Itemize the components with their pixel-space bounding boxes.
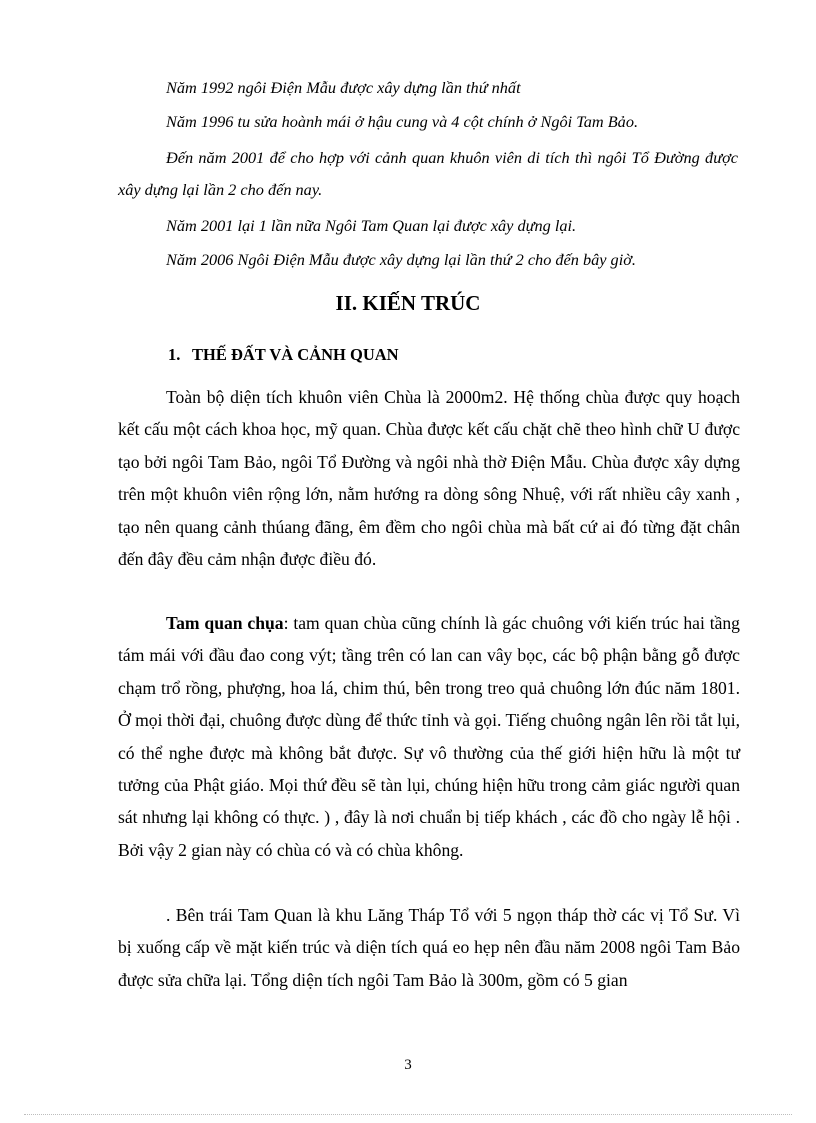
tam-quan-text: : tam quan chùa cũng chính là gác chuông với kiến trúc hai tầng tám mái với đầu đao cong výt; tầng trên có lan can vây bọc, các bộ phận bằng gỗ được chạm trổ rồng, phượng, hoa lá, chim thú, bên trong treo quả chuông lớn đúc năm 1801. Ở mọi thời đại, chuông được dùng để thức tỉnh và gọi. Tiếng chuông ngân lên rồi tắt lụi, có thể nghe được mà không bắt được. Sự vô thường của thế giới hiện hữu là một tư tưởng của Phật giáo. Mọi thứ đều sẽ tàn lụi, chúng hiện hữu trong cảm giác người quan sát nhưng lại không có thực. ) , đây là nơi chuẩn bị tiếp khách , các đồ cho ngày lễ hội . Bởi vậy 2 gian này có chùa có và có chùa không. xyxy=(118,613,740,860)
history-line-1996: Năm 1996 tu sửa hoành mái ở hậu cung và 4 cột chính ở Ngôi Tam Bảo. xyxy=(166,112,639,131)
history-line-2001-tam-quan: Năm 2001 lại 1 lần nữa Ngôi Tam Quan lại được xây dựng lại. xyxy=(166,216,577,235)
subsection-title: THẾ ĐẤT VÀ CẢNH QUAN xyxy=(192,345,399,364)
subsection-heading xyxy=(168,339,399,371)
history-line-2001-to-duong: Đến năm 2001 để cho hợp với cảnh quan khuôn viên di tích thì ngôi Tổ Đường được xây dựng lại lần 2 cho đến nay. xyxy=(118,148,738,199)
history-line-1992: Năm 1992 ngôi Điện Mẫu được xây dựng lần thứ nhất xyxy=(166,78,521,97)
paragraph-site-overview: Toàn bộ diện tích khuôn viên Chùa là 2000m2. Hệ thống chùa được quy hoạch kết cấu một cách khoa học, mỹ quan. Chùa được kết cấu chặt chẽ theo hình chữ U được tạo bởi ngôi Tam Bảo, ngôi Tổ Đường và ngôi nhà thờ Điện Mẫu. Chùa được xây dựng trên một khuôn viên rộng lớn, nằm hướng ra dòng sông Nhuệ, với rất nhiều cây xanh , tạo nên quang cảnh thúang đãng, êm đềm cho ngôi chùa mà bất cứ ai đó từng đặt chân đến đây đều cảm nhận được điều đó. xyxy=(118,387,740,570)
page-bottom-divider xyxy=(24,1114,792,1115)
paragraph-lang-thap: . Bên trái Tam Quan là khu Lăng Tháp Tổ với 5 ngọn tháp thờ các vị Tổ Sư. Vì bị xuống cấp về mặt kiến trúc và diện tích quá eo hẹp nên đầu năm 2008 ngôi Tam Bảo được sửa chữa lại. Tổng diện tích ngôi Tam Bảo là 300m, gồm có 5 gian xyxy=(118,905,740,990)
paragraph-tam-quan xyxy=(118,607,740,866)
history-line-2006: Năm 2006 Ngôi Điện Mẫu được xây dựng lại lần thứ 2 cho đến bây giờ. xyxy=(166,250,636,269)
page-number: 3 xyxy=(404,1057,412,1073)
tam-quan-label: Tam quan chụa xyxy=(166,613,284,633)
section-title: II. KIẾN TRÚC xyxy=(335,291,481,315)
subsection-number: 1. xyxy=(168,345,181,364)
